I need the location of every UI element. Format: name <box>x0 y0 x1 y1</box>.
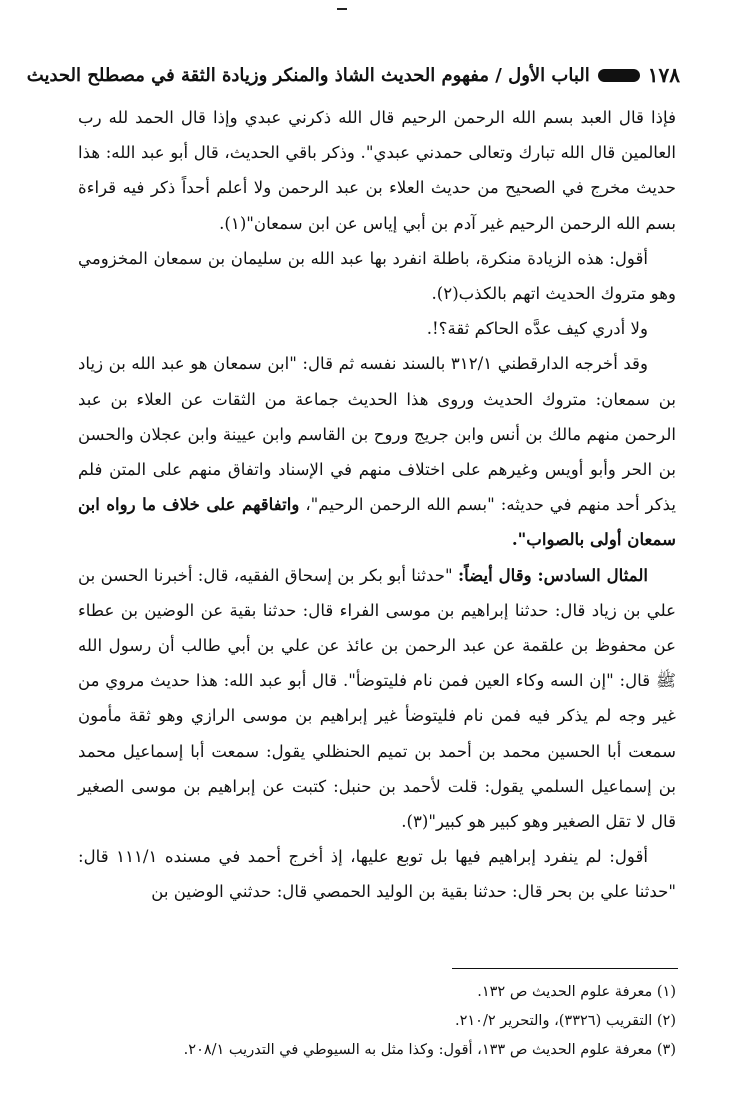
page-header <box>26 58 680 92</box>
paragraph-bold-text: واتفاقهم على خلاف ما رواه ابن سمعان أولى بالصواب". <box>78 494 676 550</box>
page-number: ١٧٨ <box>647 63 680 87</box>
footnote: (٣) معرفة علوم الحديث ص ١٣٣، أقول: وكذا مثل به السيوطي في التدريب ٢٠٨/١. <box>183 1042 676 1058</box>
paragraph <box>78 346 676 557</box>
paragraph-text: "حدثنا أبو بكر بن إسحاق الفقيه، قال: أخبرنا الحسن بن علي بن زياد قال: حدثنا إبراهيم بن موسى الفراء قال: حدثنا بقية عن الوضين بن عطاء عن محفوظ بن علقمة عن عبد الرحمن بن عائذ عن علي بن أبي طالب أن رسول الله ﷺ قال: "إن السه وكاء العين فمن نام فليتوضأ". قال أبو عبد الله: هذا حديث مروي من غير وجه لم يذكر فيه فمن نام فليتوضأ غير إبراهيم بن موسى الرازي وهو ثقة مأمون سمعت أبا الحسين محمد بن أحمد بن تميم الحنظلي يقول: سمعت أبا إسماعيل محمد بن إسماعيل السلمي يقول: قلت لأحمد بن حنبل: كتبت عن إبراهيم بن موسى الصغير قال لا تقل الصغير وهو كبير هو كبير"(٣). <box>78 565 676 832</box>
paragraph: ولا أدري كيف عدَّه الحاكم ثقة؟!. <box>426 319 648 339</box>
footnote: (١) معرفة علوم الحديث ص ١٣٢. <box>477 984 676 1000</box>
running-title: الباب الأول / مفهوم الحديث الشاذ والمنكر وزيادة الثقة في مصطلح الحديث <box>26 64 590 86</box>
footnote: (٢) التقريب (٣٣٢٦)، والتحرير ٢١٠/٢. <box>454 1013 676 1029</box>
paragraph-text: وقد أخرجه الدارقطني ٣١٢/١ بالسند نفسه ثم قال: "ابن سمعان هو عبد الله بن زياد بن سمعان: متروك الحديث وروى هذا الحديث جماعة من الثقات عن العلاء بن عبد الرحمن منهم مالك بن أنس وابن جريج وروح بن القاسم وابن عيينة وابن عجلان والحسن بن الحر وأبو أويس وغيرهم على اختلاف منهم في الإسناد واتفاق منهم على المتن فلم يذكر أحد منهم في حديثه: "بسم الله الرحمن الرحيم"، <box>78 354 676 515</box>
paragraph: فإذا قال العبد بسم الله الرحمن الرحيم قال الله ذكرني عبدي وإذا قال الحمد لله رب العالمين قال الله تبارك وتعالى حمدني عبدي". وذكر باقي الحديث، قال أبو عبد الله: هذا حديث مخرج في الصحيح من حديث العلاء بن عبد الرحمن ولا أعلم أحداً ذكر فيه قراءة بسم الله الرحمن الرحيم غير آدم بن أبي إياس عن ابن سمعان"(١). <box>78 108 676 233</box>
main-text <box>78 100 676 910</box>
paragraph: أقول: لم ينفرد إبراهيم فيها بل توبع عليها، إذ أخرج أحمد في مسنده ١١١/١ قال: "حدثنا علي بن بحر قال: حدثنا بقية بن الوليد الحمصي قال: حدثني الوضين بن <box>78 847 676 902</box>
header-ornament <box>598 69 640 82</box>
footnote-separator <box>452 968 678 969</box>
footnotes <box>78 978 676 1065</box>
paragraph <box>78 558 676 840</box>
top-mark <box>337 8 347 10</box>
example-heading: المثال السادس: وقال أيضاً: <box>457 564 648 585</box>
paragraph: أقول: هذه الزيادة منكرة، باطلة انفرد بها عبد الله بن سليمان بن سمعان المخزومي وهو متروك الحديث اتهم بالكذب(٢). <box>78 248 676 304</box>
